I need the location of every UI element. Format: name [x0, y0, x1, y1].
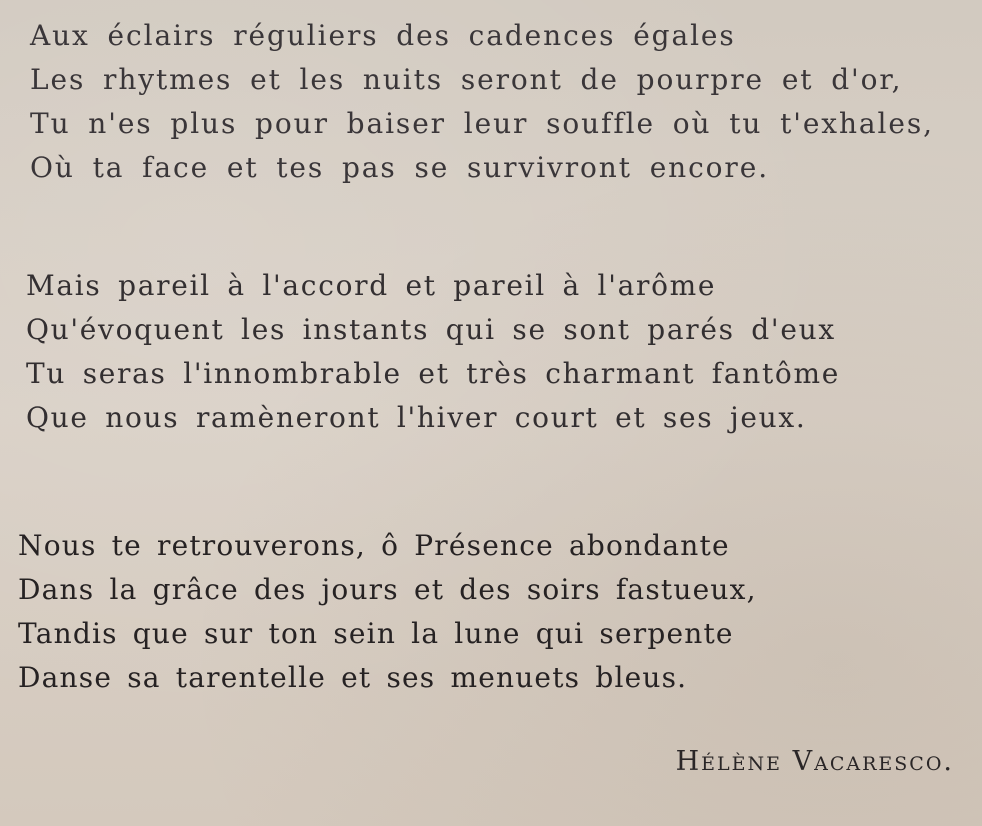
- stanza-3: [18, 524, 757, 700]
- poem-line: Tu seras l'innombrable et très charmant fantôme: [26, 357, 840, 390]
- stanza-1: [30, 14, 934, 190]
- poem-line: Que nous ramèneront l'hiver court et ses jeux.: [26, 401, 807, 434]
- poem-line: Aux éclairs réguliers des cadences égales: [30, 19, 736, 52]
- poem-line: Mais pareil à l'accord et pareil à l'arôme: [26, 269, 717, 302]
- poem-line: Tandis que sur ton sein la lune qui serpente: [18, 617, 734, 650]
- poem-line: Qu'évoquent les instants qui se sont parés d'eux: [26, 313, 836, 346]
- poem-line: Dans la grâce des jours et des soirs fastueux,: [18, 573, 757, 606]
- author-signature: Hélène Vacaresco.: [675, 746, 954, 777]
- poem-line: Tu n'es plus pour baiser leur souffle où tu t'exhales,: [30, 107, 934, 140]
- poem-line: Nous te retrouverons, ô Présence abondante: [18, 529, 730, 562]
- stanza-2: [26, 264, 840, 440]
- poem-line: Danse sa tarentelle et ses menuets bleus.: [18, 661, 688, 694]
- poem-line: Où ta face et tes pas se survivront encore.: [30, 151, 769, 184]
- poem-line: Les rhytmes et les nuits seront de pourpre et d'or,: [30, 63, 903, 96]
